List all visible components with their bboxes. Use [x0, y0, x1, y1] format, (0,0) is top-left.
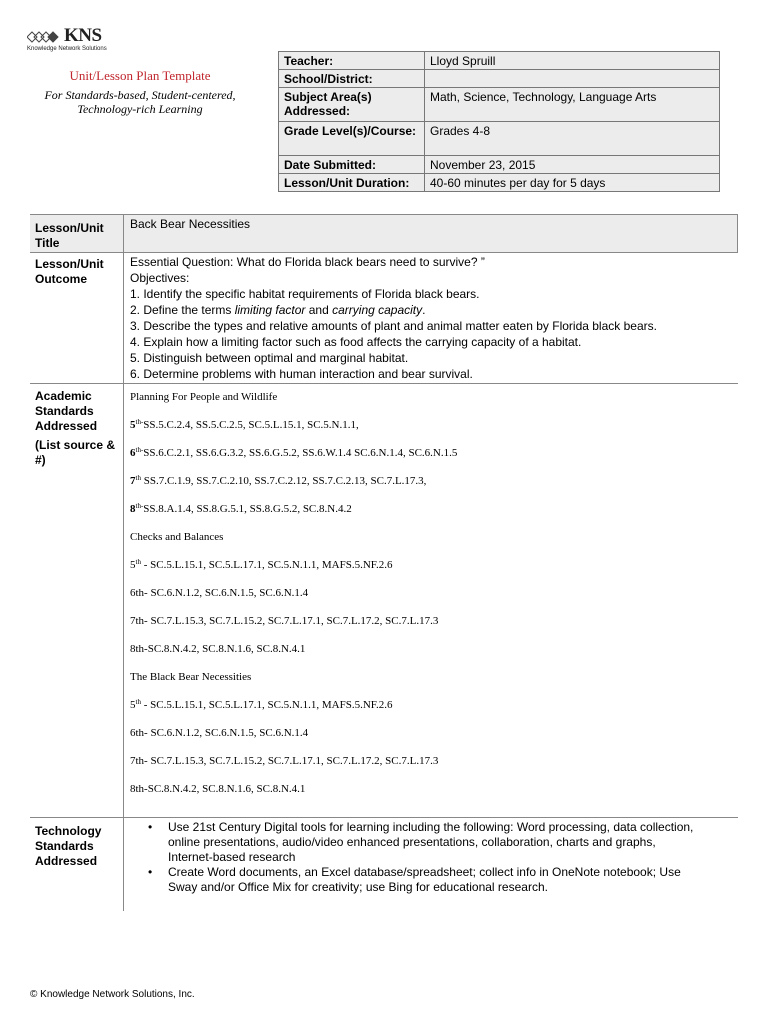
grade-number: 5 [130, 699, 136, 711]
template-subtitle-line: For Standards-based, Student-centered, [44, 88, 236, 102]
column-divider [123, 214, 124, 911]
divider [30, 252, 738, 253]
grade-suffix: th [135, 558, 141, 566]
standard-codes: SS.5.C.2.4, SS.5.C.2.5, SC.5.L.15.1, SC.5.N.1.1, [143, 419, 359, 431]
objective-item [130, 302, 657, 318]
standards-line: 7th- SC.7.L.15.3, SC.7.L.15.2, SC.7.L.17.1, SC.7.L.17.2, SC.7.L.17.3 [130, 755, 439, 767]
info-row-grade [279, 122, 720, 156]
grade-suffix: th- [135, 446, 144, 454]
template-subtitle [20, 88, 260, 116]
info-row-duration [279, 174, 720, 192]
standards-group-title: Checks and Balances [130, 531, 224, 543]
logo-text: KNS [64, 25, 102, 46]
standard-codes: - SC.5.L.15.1, SC.5.L.17.1, SC.5.N.1.1, MAFS.5.NF.2.6 [140, 559, 393, 571]
info-label: Subject Area(s) Addressed: [279, 88, 425, 122]
objective-item: 1. Identify the specific habitat requirements of Florida black bears. [130, 287, 480, 301]
term-limiting-factor: limiting factor [234, 303, 306, 317]
technology-list [124, 820, 734, 895]
divider [30, 214, 738, 215]
objective-text: 2. Define the terms [130, 303, 235, 317]
standards-group-title: Planning For People and Wildlife [130, 391, 278, 403]
info-table [278, 51, 720, 192]
info-value: Math, Science, Technology, Language Arts [425, 88, 720, 122]
lesson-title-value: Back Bear Necessities [130, 217, 251, 231]
standards-line [130, 558, 457, 586]
kns-logo [27, 25, 117, 52]
bullet-line: • Use 21st Century Digital tools for learning including the following: Word processing, data collection, [168, 820, 694, 834]
grade-suffix: th [135, 474, 141, 482]
info-value: November 23, 2015 [425, 156, 720, 174]
bullet-line: Internet-based research [168, 850, 296, 864]
standards-line: 8th-SC.8.N.4.2, SC.8.N.1.6, SC.8.N.4.1 [130, 783, 306, 795]
standards-label-main: Academic Standards Addressed [35, 389, 98, 433]
outcome-content [130, 254, 657, 382]
info-label: Grade Level(s)/Course: [279, 122, 425, 156]
template-title: Unit/Lesson Plan Template [69, 68, 211, 83]
bullet-line: online presentations, audio/video enhanced presentations, collaboration, charts and graphs, [168, 835, 656, 849]
divider [737, 214, 738, 252]
objectives-heading: Objectives: [130, 271, 190, 285]
logo-subtitle: Knowledge Network Solutions [27, 46, 107, 52]
objective-text: . [422, 303, 426, 317]
standards-group-title: The Black Bear Necessities [130, 671, 252, 683]
template-subtitle-line: Technology-rich Learning [77, 102, 203, 116]
standards-label-source: (List source & #) [35, 438, 116, 467]
bullet-line: • Create Word documents, an Excel database/spreadsheet; collect info in OneNote notebook; Use [168, 865, 681, 879]
info-row-teacher [279, 52, 720, 70]
objective-item: 4. Explain how a limiting factor such as food affects the carrying capacity of a habitat. [130, 335, 582, 349]
info-label: Teacher: [279, 52, 425, 70]
grade-number: 5 [130, 419, 136, 431]
lesson-table [30, 214, 738, 911]
standards-line [130, 698, 457, 726]
standards-label [35, 389, 121, 468]
grade-suffix: th- [135, 418, 144, 426]
info-label: Lesson/Unit Duration: [279, 174, 425, 192]
standard-codes: SS.8.A.1.4, SS.8.G.5.1, SS.8.G.5.2, SC.8.N.4.2 [143, 503, 352, 515]
standards-line [130, 474, 457, 502]
info-value: Grades 4-8 [425, 122, 720, 156]
grade-suffix: th- [135, 502, 144, 510]
standards-line [130, 418, 457, 446]
standards-content [130, 390, 457, 810]
info-row-date [279, 156, 720, 174]
technology-bullet [168, 865, 734, 895]
info-value: 40-60 minutes per day for 5 days [425, 174, 720, 192]
info-value: Lloyd Spruill [425, 52, 720, 70]
lesson-title-label: Lesson/Unit Title [35, 221, 104, 250]
info-label: School/District: [279, 70, 425, 88]
technology-label: Technology Standards Addressed [35, 824, 102, 868]
grade-number: 7 [130, 475, 136, 487]
standard-codes: SS.6.C.2.1, SS.6.G.3.2, SS.6.G.5.2, SS.6.W.1.4 SC.6.N.1.4, SC.6.N.1.5 [143, 447, 458, 459]
standards-line: 6th- SC.6.N.1.2, SC.6.N.1.5, SC.6.N.1.4 [130, 587, 309, 599]
info-row-school [279, 70, 720, 88]
standard-codes: SS.7.C.1.9, SS.7.C.2.10, SS.7.C.2.12, SS.7.C.2.13, SC.7.L.17.3, [140, 475, 427, 487]
divider [30, 383, 738, 384]
standards-line [130, 446, 457, 474]
grade-number: 5 [130, 559, 136, 571]
grade-number: 6 [130, 447, 136, 459]
standard-codes: - SC.5.L.15.1, SC.5.L.17.1, SC.5.N.1.1, MAFS.5.NF.2.6 [140, 699, 393, 711]
term-carrying-capacity: carrying capacity [332, 303, 423, 317]
outcome-label: Lesson/Unit Outcome [35, 257, 104, 286]
objective-item: 6. Determine problems with human interaction and bear survival. [130, 367, 473, 381]
objective-text: and [305, 303, 333, 317]
bullet-line: Sway and/or Office Mix for creativity; use Bing for educational research. [168, 880, 548, 894]
standards-line [130, 502, 457, 530]
info-row-subject [279, 88, 720, 122]
copyright-footer: © Knowledge Network Solutions, Inc. [30, 989, 195, 1000]
logo-mark-icon [27, 30, 63, 44]
technology-content [124, 820, 734, 895]
standards-line: 7th- SC.7.L.15.3, SC.7.L.15.2, SC.7.L.17.1, SC.7.L.17.2, SC.7.L.17.3 [130, 615, 439, 627]
grade-number: 8 [130, 503, 136, 515]
technology-bullet [168, 820, 734, 865]
info-value [425, 70, 720, 88]
standards-line: 6th- SC.6.N.1.2, SC.6.N.1.5, SC.6.N.1.4 [130, 727, 309, 739]
info-label: Date Submitted: [279, 156, 425, 174]
essential-question: Essential Question: What do Florida black bears need to survive? ” [130, 255, 485, 269]
divider [30, 817, 738, 818]
objective-item: 3. Describe the types and relative amounts of plant and animal matter eaten by Florida black bears. [130, 319, 657, 333]
objective-item: 5. Distinguish between optimal and marginal habitat. [130, 351, 409, 365]
grade-suffix: th [135, 698, 141, 706]
standards-line: 8th-SC.8.N.4.2, SC.8.N.1.6, SC.8.N.4.1 [130, 643, 306, 655]
